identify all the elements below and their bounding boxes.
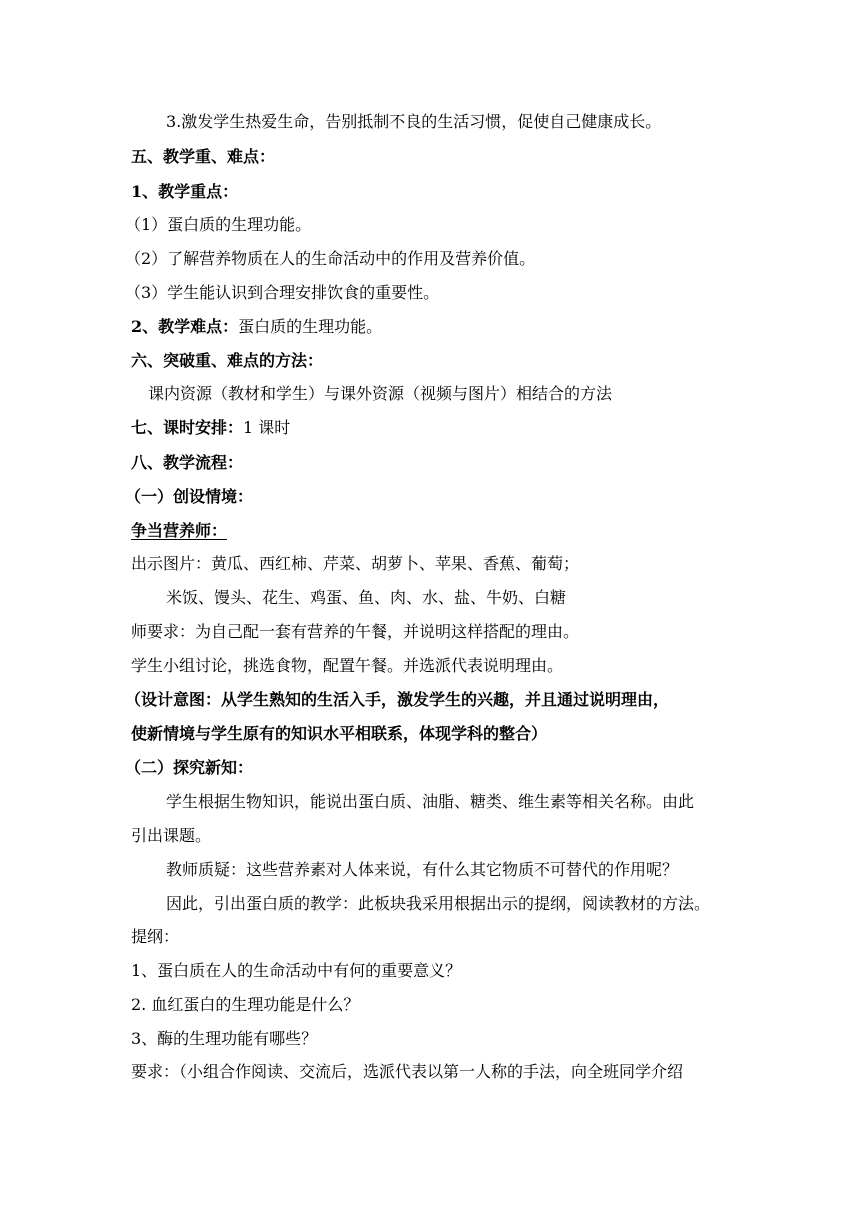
teacher-question: 教师质疑：这些营养素对人体来说，有什么其它物质不可替代的作用呢？ <box>166 860 679 879</box>
heading-teaching-process: 八、教学流程： <box>131 453 244 472</box>
heading-key-points: 1、教学重点： <box>131 182 239 201</box>
teacher-requirement: 师要求：为自己配一套有营养的午餐，并说明这样搭配的理由。 <box>131 622 580 641</box>
objective-3: 3.激发学生热爱生命，告别抵制不良的生活习惯，促使自己健康成长。 <box>166 112 662 131</box>
heading-difficult-point: 2、教学难点： <box>131 317 239 336</box>
outline-item-1: 1、蛋白质在人的生命活动中有何的重要意义？ <box>131 961 462 980</box>
heading-key-difficult-points: 五、教学重、难点： <box>131 147 276 166</box>
subheading-nutritionist: 争当营养师： <box>131 521 228 540</box>
design-intent-1: （设计意图：从学生熟知的生活入手，激发学生的兴趣，并且通过说明理由， <box>125 690 670 709</box>
student-discussion: 学生小组讨论，挑选食物，配置午餐。并选派代表说明理由。 <box>131 656 564 675</box>
difficult-point-text: 蛋白质的生理功能。 <box>238 317 383 336</box>
difficult-point-line <box>131 317 382 337</box>
requirement-text: 要求：（小组合作阅读、交流后，选派代表以第一人称的手法，向全班同学介绍 <box>131 1062 684 1081</box>
schedule-line <box>131 418 290 438</box>
key-point-2: （2）了解营养物质在人的生命活动中的作用及营养价值。 <box>125 249 536 268</box>
show-pictures-text: 出示图片：黄瓜、西红柿、芹菜、胡萝卜、苹果、香蕉、葡萄； <box>131 554 580 573</box>
food-list-text: 米饭、馒头、花生、鸡蛋、鱼、肉、水、盐、牛奶、白糖 <box>166 588 567 607</box>
outline-item-3: 3、酶的生理功能有哪些？ <box>131 1029 318 1048</box>
outline-label: 提纲： <box>131 927 180 946</box>
key-point-1: （1）蛋白质的生理功能。 <box>125 215 312 234</box>
explore-text-2: 引出课题。 <box>131 826 212 845</box>
protein-teaching-text: 因此，引出蛋白质的教学：此板块我采用根据出示的提纲，阅读教材的方法。 <box>166 894 711 913</box>
outline-item-2: 2. 血红蛋白的生理功能是什么？ <box>131 995 360 1014</box>
heading-explore-knowledge: （二）探究新知： <box>125 758 254 777</box>
design-intent-2: 使新情境与学生原有的知识水平相联系，体现学科的整合） <box>131 724 548 743</box>
key-point-3: （3）学生能认识到合理安排饮食的重要性。 <box>125 283 440 302</box>
schedule-text: 1 课时 <box>243 418 291 437</box>
heading-methods: 六、突破重、难点的方法： <box>131 351 324 370</box>
heading-schedule: 七、课时安排： <box>131 418 244 437</box>
heading-create-scene: （一）创设情境： <box>125 487 254 506</box>
methods-text: 课内资源（教材和学生）与课外资源（视频与图片）相结合的方法 <box>148 384 613 403</box>
explore-text-1: 学生根据生物知识，能说出蛋白质、油脂、糖类、维生素等相关名称。由此 <box>166 792 695 811</box>
